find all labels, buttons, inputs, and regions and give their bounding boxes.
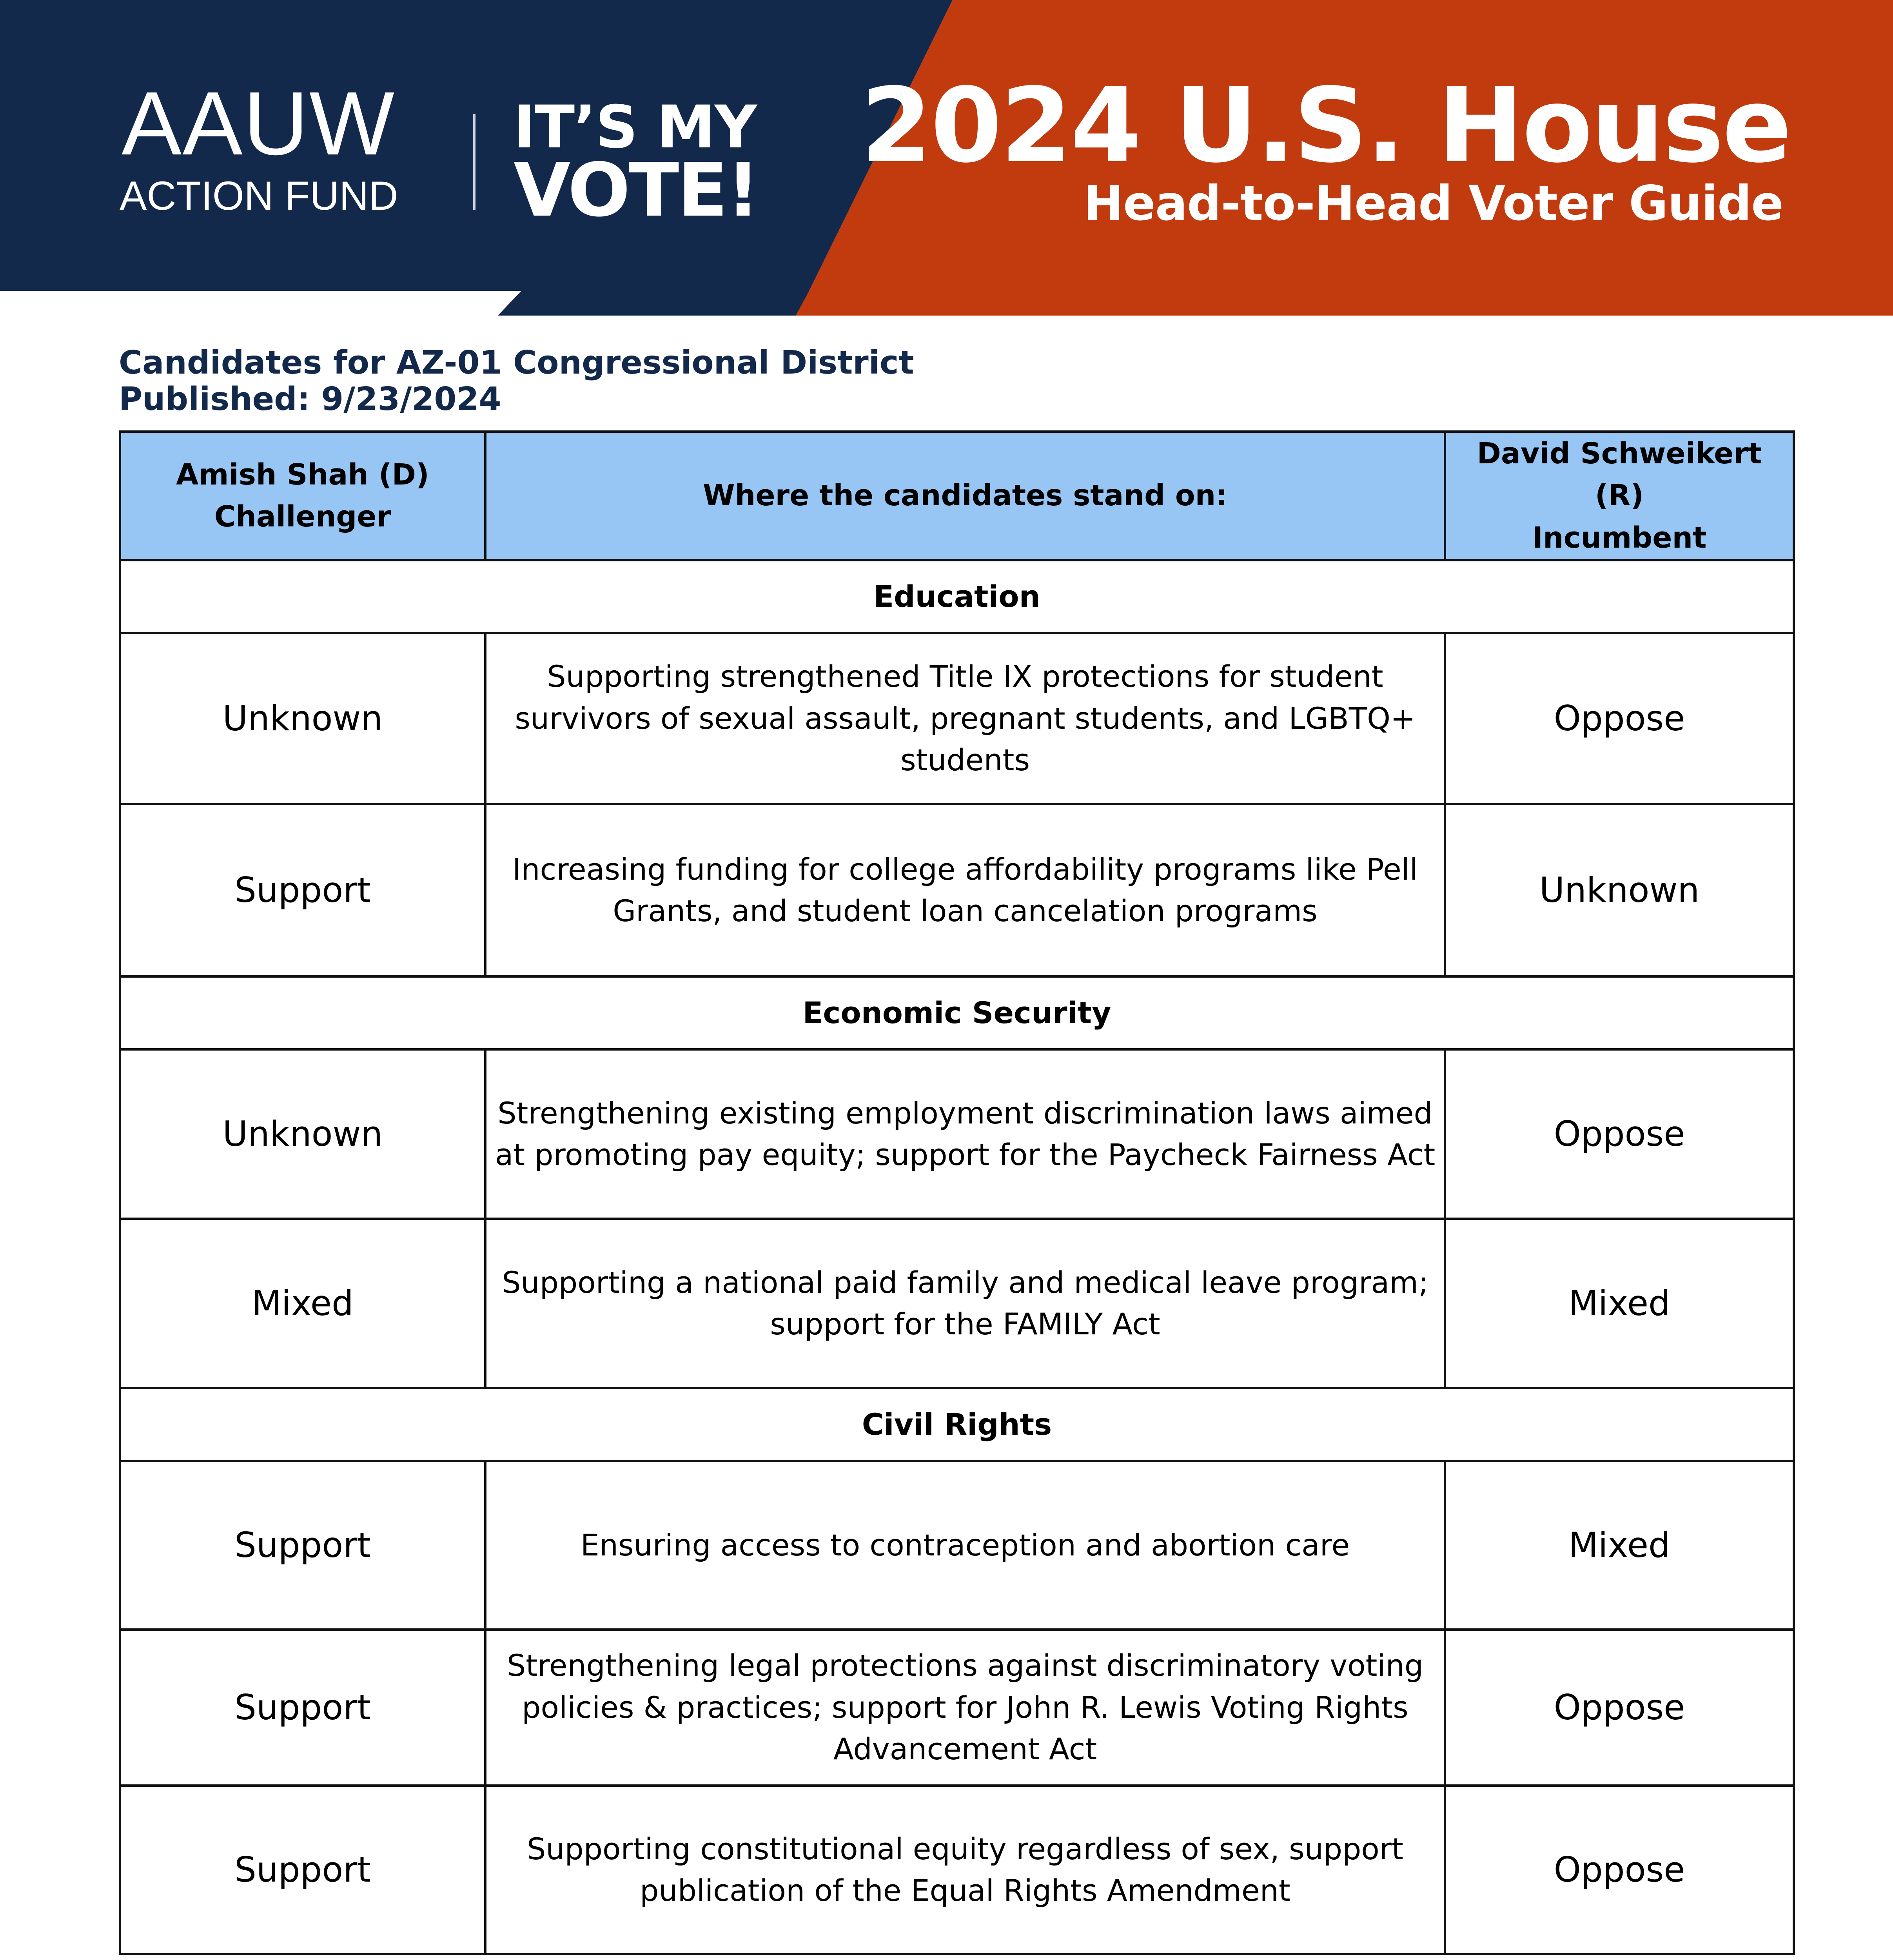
district-meta: [119, 345, 914, 417]
table-row: [120, 804, 1794, 976]
section-title: Economic Security: [120, 976, 1794, 1049]
table-row: [120, 633, 1794, 804]
left-candidate-header: [120, 432, 485, 560]
section-row: [120, 560, 1794, 633]
table-row: [120, 1461, 1794, 1630]
left-position: Mixed: [120, 1219, 485, 1388]
table-row: [120, 1219, 1794, 1388]
table-row: [120, 1630, 1794, 1786]
issue-text: Increasing funding for college affordability programs like Pell Grants, and student loan cancelation programs: [485, 804, 1445, 976]
right-position: Oppose: [1445, 1786, 1794, 1954]
district-label: Candidates for AZ-01 Congressional District: [119, 344, 914, 381]
right-position: Oppose: [1445, 633, 1794, 804]
right-position: Mixed: [1445, 1461, 1794, 1630]
issue-text: Strengthening legal protections against discriminatory voting policies & practices; support for John R. Lewis Voting Rights Advancement Act: [485, 1630, 1445, 1786]
published-date: Published: 9/23/2024: [119, 380, 501, 418]
left-position: Support: [120, 1786, 485, 1954]
issue-text: Ensuring access to contraception and abortion care: [485, 1461, 1445, 1630]
vote-text: VOTE!: [514, 147, 759, 233]
section-row: [120, 976, 1794, 1049]
table-header-row: [120, 432, 1794, 560]
left-position: Unknown: [120, 1049, 485, 1219]
left-position: Support: [120, 1461, 485, 1630]
left-position: Unknown: [120, 633, 485, 804]
header-banner: [0, 0, 1893, 316]
section-title: Education: [120, 560, 1794, 633]
right-position: Unknown: [1445, 804, 1794, 976]
page-title: 2024 U.S. House: [860, 66, 1790, 185]
logo-divider: [473, 114, 476, 210]
table-row: [120, 1049, 1794, 1219]
section-title: Civil Rights: [120, 1388, 1794, 1461]
its-my-vote-logo: [514, 93, 788, 233]
left-position: Support: [120, 1630, 485, 1786]
left-position: Support: [120, 804, 485, 976]
navy-wedge: [498, 291, 809, 316]
right-position: Oppose: [1445, 1049, 1794, 1219]
left-candidate-role: Challenger: [214, 499, 391, 534]
action-fund-logo-text: ACTION FUND: [120, 173, 398, 219]
right-position: Mixed: [1445, 1219, 1794, 1388]
issue-text: Supporting strengthened Title IX protections for student survivors of sexual assault, pregnant students, and LGBTQ+ students: [485, 633, 1445, 804]
issue-text: Supporting constitutional equity regardless of sex, support publication of the Equal Rights Amendment: [485, 1786, 1445, 1954]
table-row: [120, 1786, 1794, 1954]
issue-column-header: Where the candidates stand on:: [485, 432, 1445, 560]
right-candidate-header: [1445, 432, 1794, 560]
page-subtitle: Head-to-Head Voter Guide: [1083, 176, 1783, 231]
aauw-logo-text: AAUW: [122, 73, 395, 174]
right-candidate-name: David Schweikert (R): [1477, 437, 1762, 513]
section-row: [120, 1388, 1794, 1461]
left-candidate-name: Amish Shah (D): [176, 457, 429, 492]
issue-text: Supporting a national paid family and medical leave program; support for the FAMILY Act: [485, 1219, 1445, 1388]
right-candidate-role: Incumbent: [1532, 521, 1707, 555]
its-my-text: IT’S MY: [514, 93, 757, 162]
issue-text: Strengthening existing employment discrimination laws aimed at promoting pay equity; support for the Paycheck Fairness Act: [485, 1049, 1445, 1219]
voter-guide-table: [119, 430, 1795, 1955]
right-position: Oppose: [1445, 1630, 1794, 1786]
